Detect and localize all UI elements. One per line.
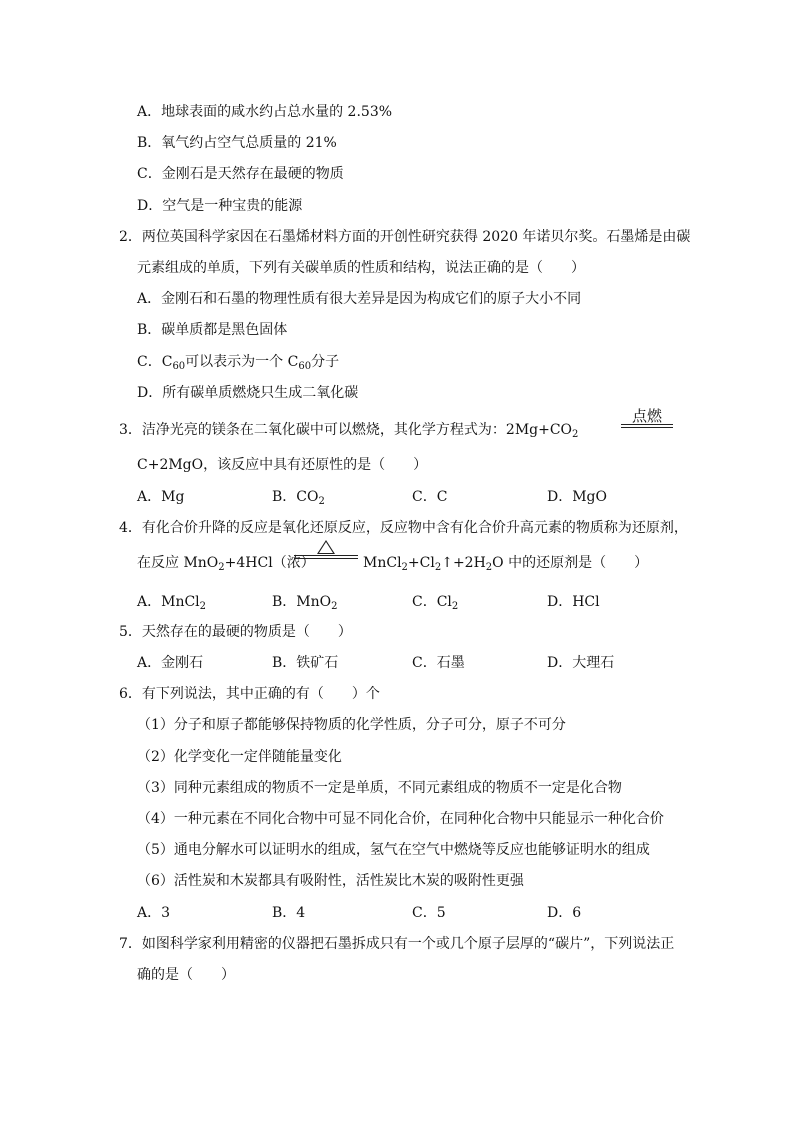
subscript: 2	[434, 562, 442, 573]
q6-option-c: C．5	[412, 905, 446, 921]
q3-option-d: D．MgO	[547, 489, 607, 505]
q4-stem-line1: 4．有化合价升降的反应是氧化还原反应，反应物中含有化合价升高元素的物质称为还原剂，	[119, 520, 688, 536]
q2-stem-line1: 2．两位英国科学家因在石墨烯材料方面的开创性研究获得 2020 年诺贝尔奖。石墨烯是由碳	[119, 229, 691, 245]
q4-option-d: D．HCl	[547, 594, 600, 610]
subscript: 2	[199, 601, 207, 612]
q4-stem-text: O 中的还原剂是（ ）	[492, 555, 649, 571]
q4-option-b-text: B．MnO	[272, 594, 332, 610]
q4-stem-line2-part1	[137, 553, 315, 578]
q6-stem: 6．有下列说法，其中正确的有（ ）个	[119, 686, 380, 702]
subscript: 2	[331, 601, 338, 612]
q7-stem-line2: 确的是（ ）	[137, 967, 235, 983]
q4-option-a-text: A．MnCl	[137, 594, 200, 610]
q3-option-a: A．Mg	[137, 489, 185, 505]
q2-option-a: A．金刚石和石墨的物理性质有很大差异是因为构成它们的原子大小不同	[137, 291, 582, 307]
q6-option-a: A．3	[137, 905, 171, 921]
q2-option-b: B．碳单质都是黑色固体	[137, 322, 288, 338]
subscript: 2	[218, 562, 225, 573]
q2-option-c-text: 分子	[311, 354, 340, 370]
q5-option-b: B．铁矿石	[272, 655, 339, 671]
subscript: 2	[485, 562, 493, 573]
subscript: 60	[172, 361, 186, 372]
q2-stem-line2: 元素组成的单质，下列有关碳单质的性质和结构，说法正确的是（ ）	[137, 260, 585, 276]
q3-option-c: C．C	[412, 489, 448, 505]
q6-statement-5: （5）通电分解水可以证明水的组成，氢气在空气中燃烧等反应也能够证明水的组成	[137, 842, 650, 858]
q4-stem-text: ↑+2H	[441, 555, 486, 571]
subscript: 2	[572, 429, 579, 440]
q5-stem: 5．天然存在的最硬的物质是（ ）	[119, 624, 352, 640]
q4-stem-line2-part2	[363, 553, 648, 578]
q6-statement-3: （3）同种元素组成的物质不一定是单质，不同元素组成的物质不一定是化合物	[137, 780, 622, 796]
q3-option-b	[272, 487, 325, 512]
q4-stem-text: MnCl	[363, 555, 402, 571]
q3-option-b-text: B．CO	[272, 489, 319, 505]
q6-option-d: D．6	[547, 905, 582, 921]
q3-stem-line2: C+2MgO，该反应中具有还原性的是（ ）	[137, 457, 428, 473]
equals-sign	[294, 555, 358, 559]
heat-triangle-icon	[317, 540, 335, 554]
q4-stem-text: 在反应 MnO	[137, 555, 219, 571]
q1-option-d: D．空气是一种宝贵的能源	[137, 198, 303, 214]
q5-option-a: A．金刚石	[137, 655, 204, 671]
q1-option-b: B．氧气约占空气总质量的 21%	[137, 135, 337, 151]
q6-statement-6: （6）活性炭和木炭都具有吸附性，活性炭比木炭的吸附性更强	[137, 873, 524, 889]
q7-stem-line1: 7．如图科学家利用精密的仪器把石墨拆成只有一个或几个原子层厚的“碳片”，下列说法正	[119, 936, 675, 952]
subscript: 2	[451, 601, 459, 612]
q5-option-c: C．石墨	[412, 655, 465, 671]
q2-option-d: D．所有碳单质燃烧只生成二氧化碳	[137, 385, 359, 401]
q6-statement-4: （4）一种元素在不同化合物中可显不同化合价，在同种化合物中只能显示一种化合价	[137, 811, 664, 827]
q4-option-c	[412, 592, 458, 617]
q6-option-b: B．4	[272, 905, 306, 921]
q1-option-a: A．地球表面的咸水约占总水量的 2.53%	[137, 104, 393, 120]
q2-option-c	[137, 352, 339, 377]
q3-stem-line1	[119, 420, 578, 445]
q5-option-d: D．大理石	[547, 655, 615, 671]
subscript: 2	[318, 496, 325, 507]
condition-label: 点燃	[631, 407, 662, 425]
q6-statement-2: （2）化学变化一定伴随能量变化	[137, 749, 342, 765]
reaction-condition-ignite	[621, 408, 673, 428]
q4-stem-text: +4HCl（浓）	[224, 555, 315, 571]
q4-option-c-text: C．Cl	[412, 594, 452, 610]
q2-option-c-text: C．C	[137, 354, 173, 370]
subscript: 2	[401, 562, 408, 573]
subscript: 60	[298, 361, 312, 372]
q4-option-a	[137, 592, 206, 617]
q1-option-c: C．金刚石是天然存在最硬的物质	[137, 166, 344, 182]
q4-option-b	[272, 592, 338, 617]
reaction-condition-heat	[294, 540, 358, 559]
q2-option-c-text: 可以表示为一个 C	[185, 354, 299, 370]
q4-stem-text: +Cl	[407, 555, 435, 571]
q6-statement-1: （1）分子和原子都能够保持物质的化学性质，分子可分，原子不可分	[137, 717, 566, 733]
q3-stem-text: 3．洁净光亮的镁条在二氧化碳中可以燃烧，其化学方程式为：2Mg+CO	[119, 422, 573, 438]
